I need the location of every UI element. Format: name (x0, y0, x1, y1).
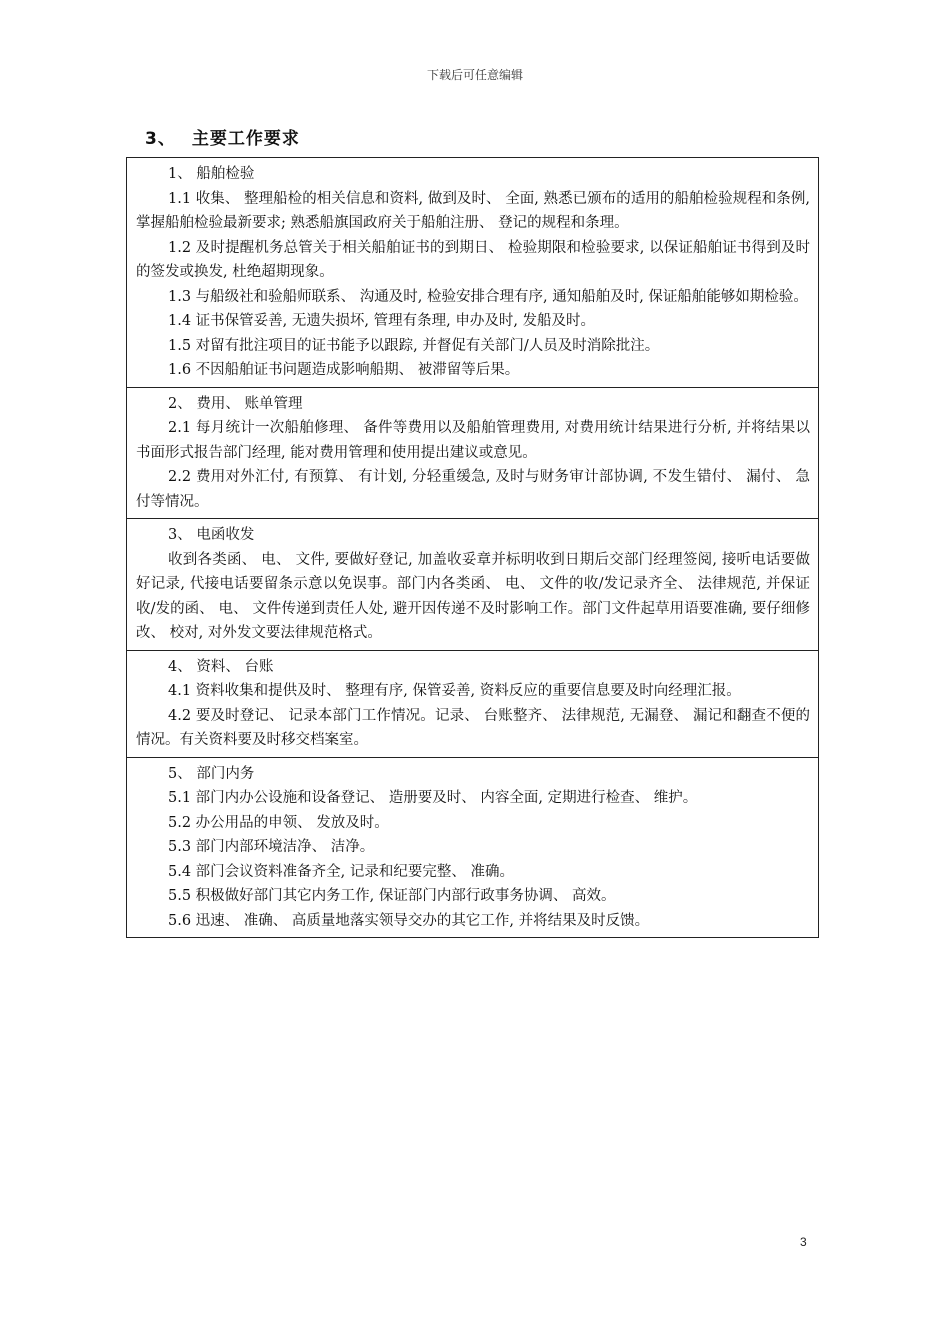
requirement-item: 1.3 与船级社和验船师联系、 沟通及时, 检验安排合理有序, 通知船舶及时, 保证船舶能够如期检验。 (168, 288, 808, 305)
block-title: 1、 船舶检验 (168, 166, 255, 182)
requirement-item: 2.1 每月统计一次船舶修理、 备件等费用以及船舶管理费用, 对费用统计结果进行分析, 并将结果以书面形式报告部门经理, 能对费用管理和使用提出建议或意见。 (136, 420, 810, 461)
requirements-table (126, 157, 819, 938)
requirement-item: 2.2 费用对外汇付, 有预算、 有计划, 分轻重缓急, 及时与财务审计部协调, 不发生错付、 漏付、 急付等情况。 (136, 469, 810, 510)
requirement-block-expenses (127, 387, 818, 519)
block-title: 4、 资料、 台账 (168, 658, 274, 675)
requirement-block-correspondence (127, 518, 818, 650)
requirement-item: 5.3 部门内部环境洁净、 洁净。 (168, 839, 375, 855)
section-title: 主要工作要求 (191, 129, 300, 149)
requirement-item: 5.6 迅速、 准确、 高质量地落实领导交办的其它工作, 并将结果及时反馈。 (168, 912, 650, 929)
section-number: 3、 (145, 129, 176, 149)
requirement-item: 5.5 积极做好部门其它内务工作, 保证部门内部行政事务协调、 高效。 (168, 888, 616, 904)
requirement-item: 4.2 要及时登记、 记录本部门工作情况。记录、 台账整齐、 法律规范, 无漏登、 漏记和翻查不便的情况。有关资料要及时移交档案室。 (136, 707, 810, 748)
requirement-item: 5.1 部门内办公设施和设备登记、 造册要及时、 内容全面, 定期进行检查、 维护。 (168, 790, 698, 806)
block-title: 5、 部门内务 (168, 765, 255, 782)
page-header-note: 下载后可任意编辑 (426, 68, 523, 82)
section-heading (145, 124, 300, 149)
page-number: 3 (800, 1235, 807, 1249)
requirement-block-ship-inspection (127, 158, 818, 387)
requirement-block-records (127, 650, 818, 757)
block-title: 3、 电函收发 (168, 527, 255, 543)
requirement-item: 5.2 办公用品的申领、 发放及时。 (168, 814, 389, 831)
requirement-item: 1.4 证书保管妥善, 无遗失损坏, 管理有条理, 申办及时, 发船及时。 (168, 313, 596, 329)
requirement-item: 收到各类函、 电、 文件, 要做好登记, 加盖收妥章并标明收到日期后交部门经理签阅, 接听电话要做好记录, 代接电话要留条示意以免误事。部门内各类函、 电、 文件的收/发记录齐全、 法律规范, 并保证收/发的函、 电、 文件传递到责任人处, 避开因传递不及时影响工作。部门文件起草用语要准确, 要仔细修改、 校对, 对外发文要法律规范格式。 (136, 551, 810, 641)
requirement-item: 4.1 资料收集和提供及时、 整理有序, 保管妥善, 资料反应的重要信息要及时向经理汇报。 (168, 683, 741, 699)
block-title: 2、 费用、 账单管理 (168, 395, 303, 412)
requirement-item: 1.6 不因船舶证书问题造成影响船期、 被滞留等后果。 (168, 362, 520, 378)
requirement-item: 1.1 收集、 整理船检的相关信息和资料, 做到及时、 全面, 熟悉已颁布的适用的船舶检验规程和条例, 掌握船舶检验最新要求; 熟悉船旗国政府关于船舶注册、 登记的规程和条理。 (136, 190, 810, 231)
requirement-block-internal-affairs (127, 757, 818, 938)
requirement-item: 1.2 及时提醒机务总管关于相关船舶证书的到期日、 检验期限和检验要求, 以保证船舶证书得到及时的签发或换发, 杜绝超期现象。 (136, 239, 810, 280)
requirement-item: 1.5 对留有批注项目的证书能予以跟踪, 并督促有关部门/人员及时消除批注。 (168, 337, 660, 354)
requirement-item: 5.4 部门会议资料准备齐全, 记录和纪要完整、 准确。 (168, 863, 514, 880)
